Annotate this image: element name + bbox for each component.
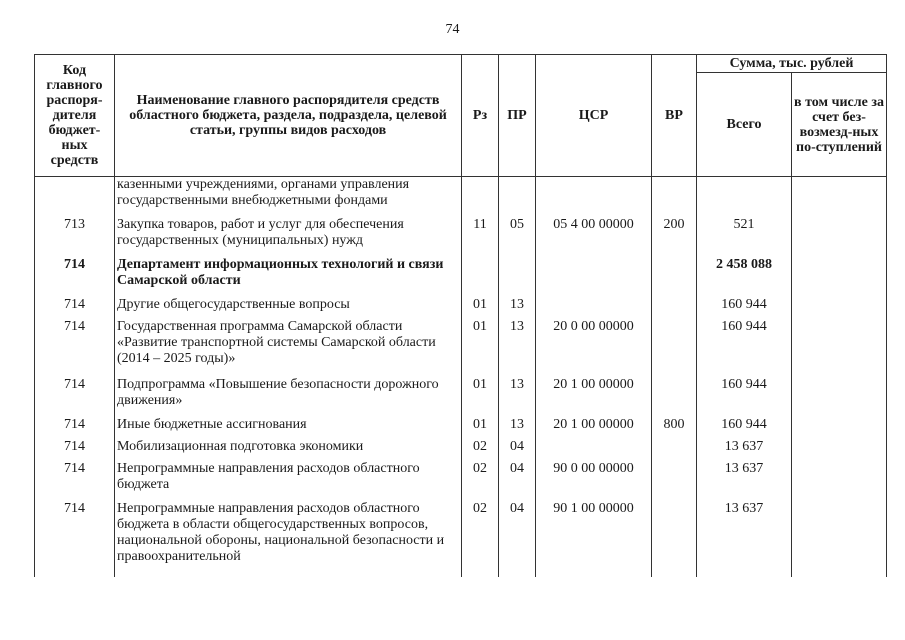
cell-name: Закупка товаров, работ и услуг для обеспечения государственных (муниципальных) нужд [115, 217, 462, 257]
header-csr: ЦСР [536, 55, 652, 177]
cell-total: 160 944 [697, 319, 792, 377]
cell-name: Другие общегосударственные вопросы [115, 297, 462, 319]
header-free: в том числе за счет без-возмезд-ных по-ступлений [792, 73, 887, 177]
header-vr: ВР [652, 55, 697, 177]
cell-rz: 01 [462, 297, 499, 319]
cell-vr [652, 377, 697, 417]
cell-free [792, 297, 887, 319]
cell-rz [462, 177, 499, 217]
cell-total: 13 637 [697, 439, 792, 461]
cell-free [792, 417, 887, 439]
cell-rz: 02 [462, 501, 499, 577]
table-row [35, 439, 887, 461]
cell-pr: 04 [499, 461, 536, 501]
cell-code: 714 [35, 417, 115, 439]
cell-free [792, 501, 887, 577]
cell-free [792, 377, 887, 417]
cell-vr [652, 319, 697, 377]
table-row [35, 319, 887, 377]
cell-vr [652, 439, 697, 461]
cell-code: 714 [35, 257, 115, 297]
cell-csr [536, 439, 652, 461]
table-row [35, 297, 887, 319]
cell-csr [536, 257, 652, 297]
cell-csr: 05 4 00 00000 [536, 217, 652, 257]
cell-total: 160 944 [697, 377, 792, 417]
cell-total: 160 944 [697, 417, 792, 439]
cell-code: 714 [35, 501, 115, 577]
cell-free [792, 257, 887, 297]
header-name: Наименование главного распорядителя средств областного бюджета, раздела, подраздела, целевой статьи, группы видов расходов [115, 55, 462, 177]
cell-rz: 01 [462, 319, 499, 377]
table-row [35, 417, 887, 439]
cell-code: 714 [35, 297, 115, 319]
cell-total: 2 458 088 [697, 257, 792, 297]
header-total: Всего [697, 73, 792, 177]
cell-code [35, 177, 115, 217]
cell-vr: 800 [652, 417, 697, 439]
cell-rz: 01 [462, 377, 499, 417]
cell-vr [652, 177, 697, 217]
cell-csr: 90 1 00 00000 [536, 501, 652, 577]
cell-free [792, 461, 887, 501]
cell-pr [499, 257, 536, 297]
cell-code: 714 [35, 439, 115, 461]
cell-free [792, 439, 887, 461]
cell-csr [536, 297, 652, 319]
cell-free [792, 319, 887, 377]
table-row [35, 257, 887, 297]
header-rz: Рз [462, 55, 499, 177]
cell-total: 13 637 [697, 501, 792, 577]
cell-name: Государственная программа Самарской области «Развитие транспортной системы Самарской области (2014 – 2025 годы)» [115, 319, 462, 377]
cell-csr: 20 1 00 00000 [536, 377, 652, 417]
cell-csr: 90 0 00 00000 [536, 461, 652, 501]
cell-csr [536, 177, 652, 217]
cell-pr: 13 [499, 377, 536, 417]
cell-code: 713 [35, 217, 115, 257]
cell-rz: 02 [462, 439, 499, 461]
cell-free [792, 217, 887, 257]
cell-code: 714 [35, 461, 115, 501]
table-row [35, 217, 887, 257]
cell-pr: 05 [499, 217, 536, 257]
header-code: Код главного распоря-дителя бюджет-ных средств [35, 55, 115, 177]
cell-pr: 04 [499, 439, 536, 461]
cell-pr: 13 [499, 297, 536, 319]
cell-rz: 02 [462, 461, 499, 501]
cell-vr [652, 461, 697, 501]
cell-csr: 20 1 00 00000 [536, 417, 652, 439]
cell-pr: 04 [499, 501, 536, 577]
cell-rz: 11 [462, 217, 499, 257]
cell-name: Департамент информационных технологий и связи Самарской области [115, 257, 462, 297]
header-pr: ПР [499, 55, 536, 177]
cell-pr: 13 [499, 319, 536, 377]
cell-name: казенными учреждениями, органами управления государственными внебюджетными фондами [115, 177, 462, 217]
cell-rz [462, 257, 499, 297]
cell-total [697, 177, 792, 217]
cell-vr [652, 257, 697, 297]
header-sum: Сумма, тыс. рублей [697, 55, 887, 73]
cell-pr [499, 177, 536, 217]
cell-total: 521 [697, 217, 792, 257]
cell-name: Мобилизационная подготовка экономики [115, 439, 462, 461]
cell-name: Непрограммные направления расходов областного бюджета в области общегосударственных вопросов, национальной обороны, национальной безопасности и правоохранительной [115, 501, 462, 577]
cell-vr [652, 501, 697, 577]
cell-code: 714 [35, 319, 115, 377]
cell-total: 160 944 [697, 297, 792, 319]
cell-vr: 200 [652, 217, 697, 257]
cell-total: 13 637 [697, 461, 792, 501]
table-row [35, 177, 887, 217]
table-row [35, 501, 887, 577]
cell-vr [652, 297, 697, 319]
cell-csr: 20 0 00 00000 [536, 319, 652, 377]
table-row [35, 377, 887, 417]
cell-free [792, 177, 887, 217]
budget-table [34, 54, 887, 577]
page-number: 74 [445, 22, 460, 37]
table-row [35, 461, 887, 501]
cell-pr: 13 [499, 417, 536, 439]
cell-code: 714 [35, 377, 115, 417]
cell-name: Непрограммные направления расходов областного бюджета [115, 461, 462, 501]
cell-rz: 01 [462, 417, 499, 439]
cell-name: Подпрограмма «Повышение безопасности дорожного движения» [115, 377, 462, 417]
cell-name: Иные бюджетные ассигнования [115, 417, 462, 439]
